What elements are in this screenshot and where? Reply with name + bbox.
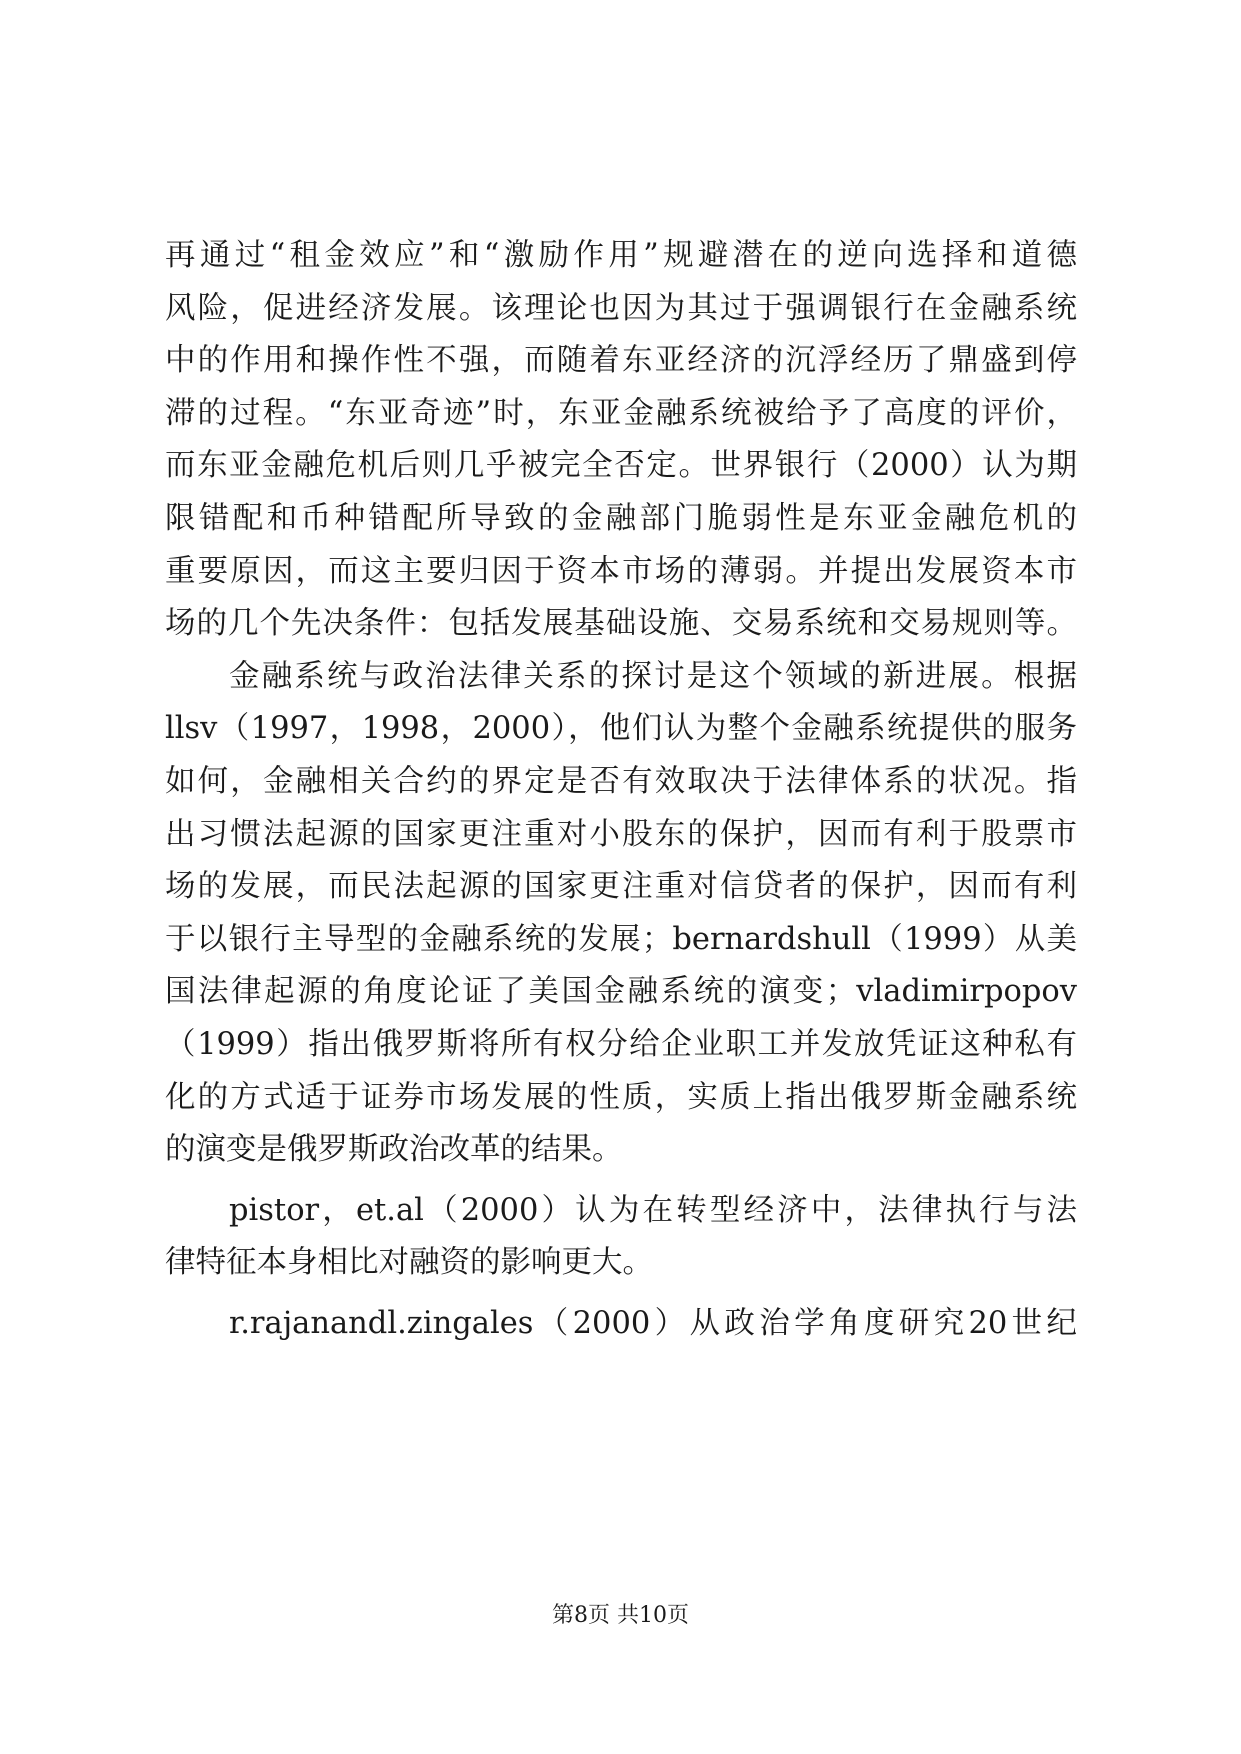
paragraph-line: llsv（1997，1998，2000），他们认为整个金融系统提供的服务 (165, 711, 1077, 747)
paragraph-gap (165, 1177, 1077, 1185)
paragraph-line: 如何，金融相关合约的界定是否有效取决于法律体系的状况。指 (165, 763, 1077, 799)
paragraph-gap (165, 1290, 1077, 1298)
paragraph-line: 国法律起源的角度论证了美国金融系统的演变；vladimirpopov (165, 974, 1077, 1010)
paragraph-line: 于以银行主导型的金融系统的发展；bernardshull（1999）从美 (165, 921, 1077, 957)
paragraph-line: 场的几个先决条件：包括发展基础设施、交易系统和交易规则等。 (165, 606, 1077, 642)
paragraph-line: 而东亚金融危机后则几乎被完全否定。世界银行（2000）认为期 (165, 448, 1077, 484)
paragraph-line: 场的发展，而民法起源的国家更注重对信贷者的保护，因而有利 (165, 869, 1077, 905)
paragraph-line: 化的方式适于证券市场发展的性质，实质上指出俄罗斯金融系统 (165, 1079, 1077, 1115)
paragraph-line: 重要原因，而这主要归因于资本市场的薄弱。并提出发展资本市 (165, 553, 1077, 589)
paragraph-line: 金融系统与政治法律关系的探讨是这个领域的新进展。根据 (229, 658, 1077, 694)
paragraph-line: （1999）指出俄罗斯将所有权分给企业职工并发放凭证这种私有 (165, 1026, 1077, 1062)
paragraph-line: 律特征本身相比对融资的影响更大。 (165, 1245, 653, 1281)
paragraph-line: 出习惯法起源的国家更注重对小股东的保护，因而有利于股票市 (165, 816, 1077, 852)
page-number-footer: 第8页 共10页 (552, 1603, 689, 1628)
paragraph-line: 再通过“租金效应”和“激励作用”规避潜在的逆向选择和道德 (165, 238, 1077, 273)
paragraph-line: 滞的过程。“东亚奇迹”时，东亚金融系统被给予了高度的评价， (165, 395, 1077, 431)
paragraph-line: pistor，et.al（2000）认为在转型经济中，法律执行与法 (229, 1192, 1077, 1228)
paragraph-line: 中的作用和操作性不强，而随着东亚经济的沉浮经历了鼎盛到停 (165, 343, 1077, 379)
paragraph-line: 风险，促进经济发展。该理论也因为其过于强调银行在金融系统 (165, 290, 1077, 326)
paragraph-line: 限错配和币种错配所导致的金融部门脆弱性是东亚金融危机的 (165, 500, 1077, 536)
body-text (165, 230, 1077, 1350)
paragraph-line: r.rajanandl.zingales（2000）从政治学角度研究20世纪 (229, 1305, 1077, 1341)
paragraph-line: 的演变是俄罗斯政治改革的结果。 (165, 1132, 623, 1168)
